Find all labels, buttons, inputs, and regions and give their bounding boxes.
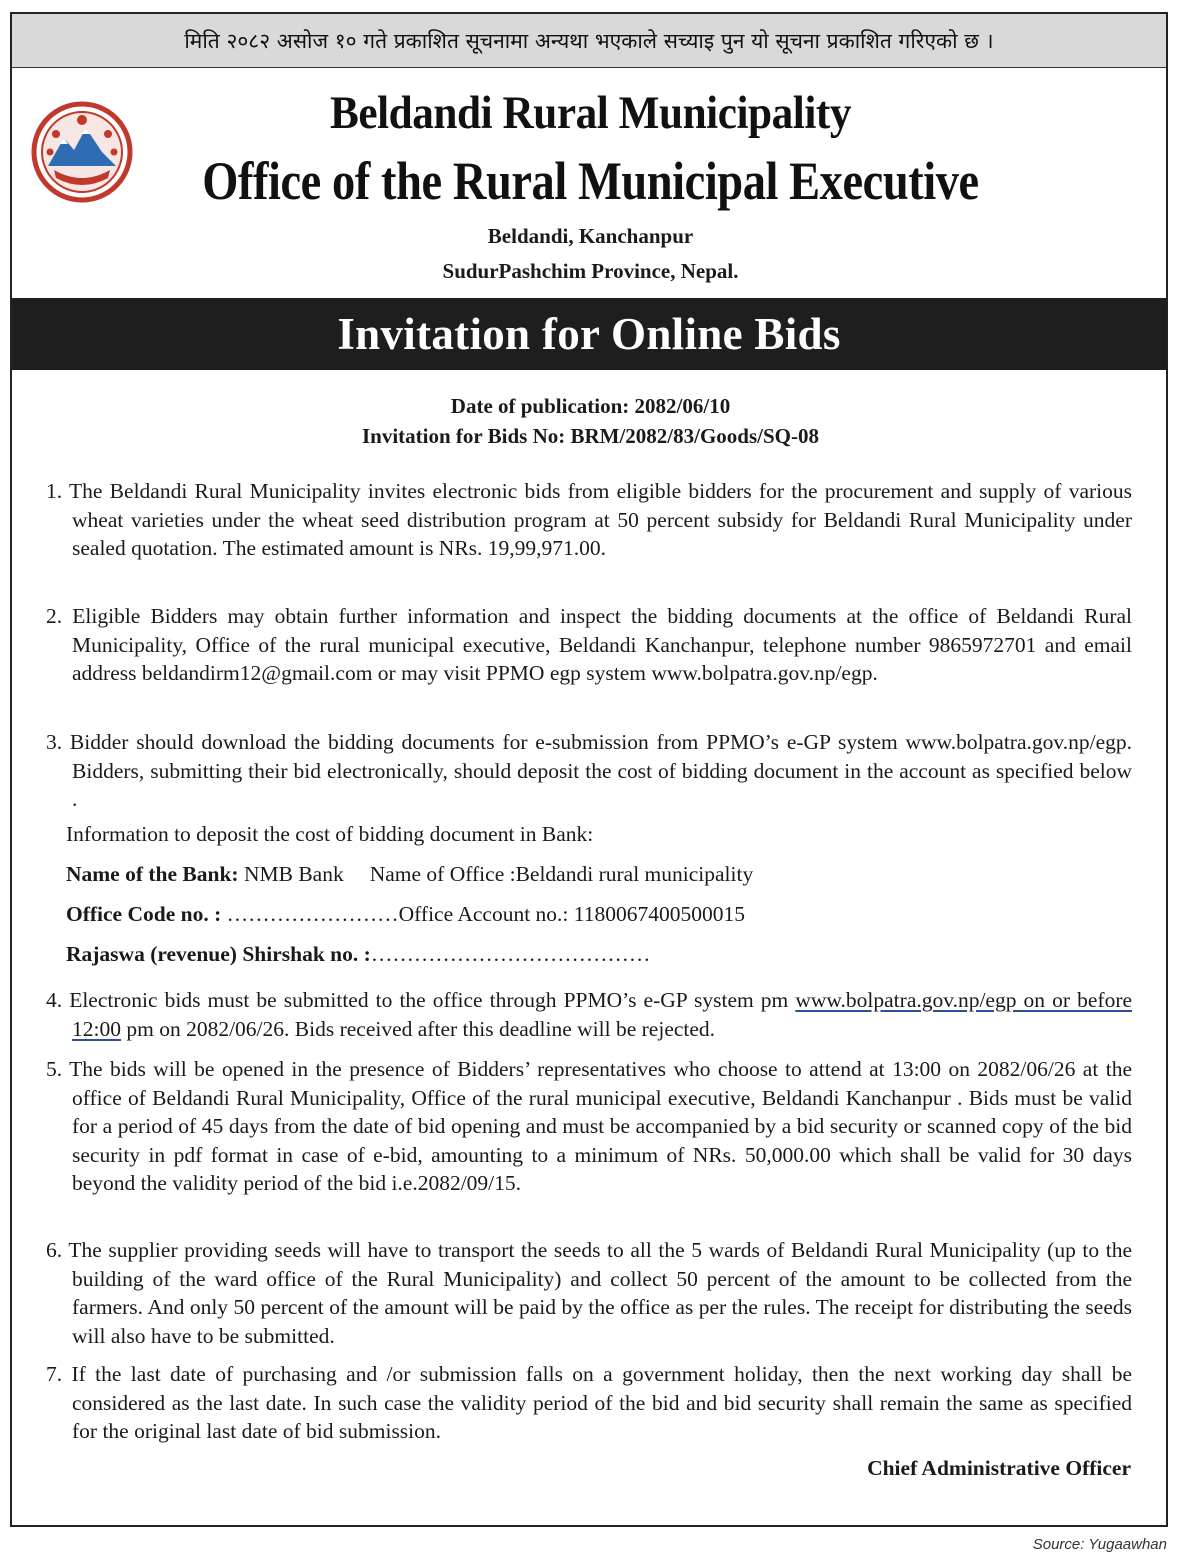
correction-notice-banner: मिति २०८२ असोज १० गते प्रकाशित सूचनामा अन्यथा भएकाले सच्याइ पुन यो सूचना प्रकाशित गरिएको छ । [12, 14, 1166, 68]
bank-name-label: Name of the Bank: [66, 862, 239, 886]
paragraph-number: 7. [46, 1362, 63, 1386]
office-code-value: …………………… [226, 902, 399, 926]
bank-name-value: NMB Bank [243, 862, 344, 886]
revenue-line [66, 942, 650, 967]
paragraph-6 [46, 1236, 1132, 1350]
address-line-1: Beldandi, Kanchanpur [487, 224, 694, 248]
office-name: Office of the Rural Municipal Executive [202, 151, 979, 211]
paragraph-text: If the last date of purchasing and /or submission falls on a government holiday, then the next working day shall be considered as the last date. In such case the validity period of the bid and bid security shall remain the same as specified for the original last date of bid submission. [71, 1362, 1133, 1443]
paragraph-number: 2. [46, 604, 63, 628]
signature-title: Chief Administrative Officer [867, 1456, 1131, 1480]
paragraph-text: The supplier providing seeds will have to transport the seeds to all the 5 wards of Beldandi Rural Municipality (up to the building of the ward office of the Rural Municipality) and collect 50 percent of the amount to be collected from the farmers. And only 50 percent of the amount will be paid by the office as per the rules. The receipt for distributing the seeds will also have to be submitted. [68, 1238, 1132, 1348]
paragraph-1 [46, 477, 1132, 563]
paragraph-number: 1. [46, 479, 63, 503]
paragraph-text: Bidder should download the bidding documents for e-submission from PPMO’s e-GP system www.bolpatra.gov.np/egp. Bidders, submitting their bid electronically, should deposit the cost of bidding document in the account as specified below . [69, 730, 1133, 811]
paragraph-2 [46, 602, 1132, 688]
address-line-2: SudurPashchim Province, Nepal. [442, 259, 739, 283]
paragraph-5 [46, 1055, 1132, 1198]
egp-link[interactable]: www.bolpatra.gov.np/egp on or before 12:00 [72, 988, 1133, 1041]
notice-title: Invitation for Online Bids [337, 309, 841, 359]
paragraph-number: 3. [46, 730, 63, 754]
paragraph-text: The Beldandi Rural Municipality invites electronic bids from eligible bidders for the procurement and supply of various wheat varieties under the wheat seed distribution program at 50 percent subsidy for Beldandi Rural Municipality under sealed quotation. The estimated amount is NRs. 19,99,971.00. [69, 479, 1132, 560]
paragraph-text-post: pm on 2082/06/26. Bids received after this deadline will be rejected. [120, 1016, 716, 1041]
office-name-value: Name of Office :Beldandi rural municipality [369, 862, 754, 886]
bank-name-line [66, 862, 753, 887]
revenue-label: Rajaswa (revenue) Shirshak no. : [66, 942, 371, 966]
notice-title-bar [12, 298, 1166, 370]
paragraph-number: 5. [46, 1057, 63, 1081]
paragraph-number: 6. [46, 1238, 63, 1262]
paragraph-text: The bids will be opened in the presence of Bidders’ representatives who choose to attend at 13:00 on 2082/06/26 at the office of Beldandi Rural Municipality, Office of the rural municipal executive, Beldandi Kanchanpur . Bids must be valid for a period of 45 days from the date of bid opening and must be accompanied by a bid security or scanned copy of the bid security in pdf format in case of e-bid, amounting to a minimum of NRs. 50,000.00 which shall be valid for 30 days beyond the validity period of the bid i.e.2082/09/15. [69, 1057, 1132, 1195]
paragraph-text-pre: Electronic bids must be submitted to the office through PPMO’s e-GP system pm [69, 988, 796, 1012]
bank-info-intro: Information to deposit the cost of bidding document in Bank: [66, 822, 594, 846]
office-code-line [66, 902, 745, 927]
paragraph-4 [46, 986, 1132, 1043]
revenue-value: ………………………………… [370, 942, 651, 966]
office-code-label: Office Code no. : [66, 902, 222, 926]
paragraph-text: Eligible Bidders may obtain further information and inspect the bidding documents at the office of Beldandi Rural Municipality, Office of the rural municipal executive, Beldandi Kanchanpur, telephone number 9865972701 and email address beldandirm12@gmail.com or may visit PPMO egp system www.bolpatra.gov.np/egp. [72, 604, 1132, 685]
paragraph-3 [46, 728, 1132, 814]
municipality-name: Beldandi Rural Municipality [330, 87, 851, 139]
publication-date: Date of publication: 2082/06/10 [450, 394, 731, 418]
office-account-value: Office Account no.: 1180067400500015 [398, 902, 745, 926]
paragraph-number: 4. [46, 988, 63, 1012]
source-credit: Source: Yugaawhan [1032, 1536, 1167, 1553]
bid-number: Invitation for Bids No: BRM/2082/83/Goods/SQ-08 [362, 424, 819, 448]
paragraph-7 [46, 1360, 1132, 1446]
